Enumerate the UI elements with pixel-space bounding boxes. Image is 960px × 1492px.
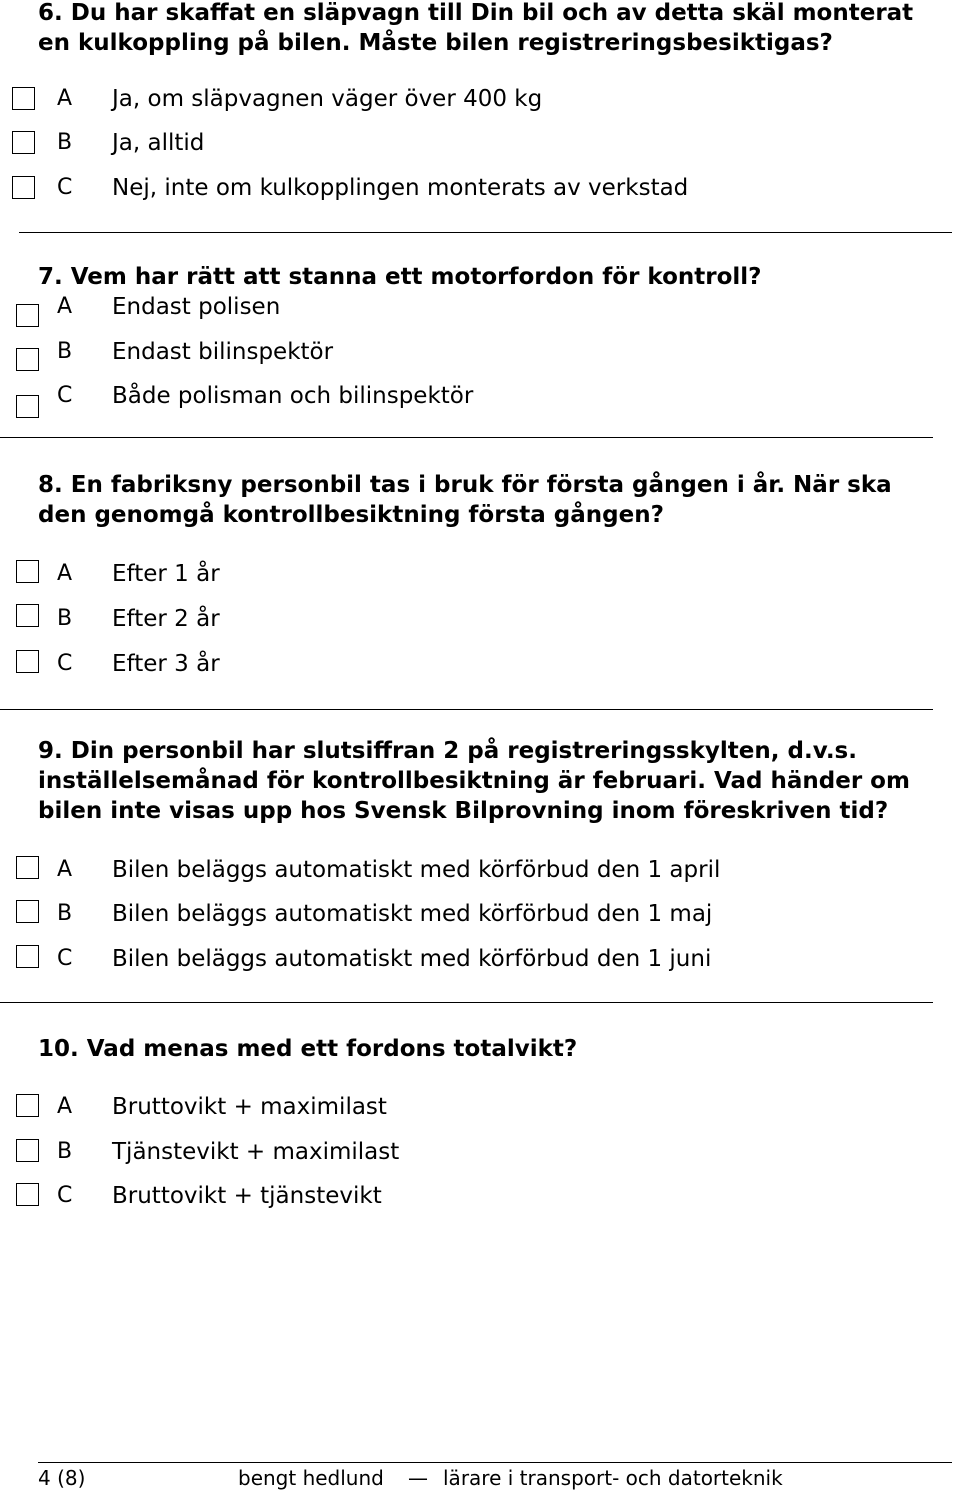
option-letter: C	[57, 175, 73, 200]
checkbox[interactable]	[16, 1183, 39, 1206]
checkbox[interactable]	[16, 900, 39, 923]
divider	[19, 232, 952, 233]
footer-dash: —	[408, 1466, 428, 1490]
divider	[0, 1002, 933, 1003]
option-text: Efter 3 år	[112, 651, 220, 677]
question-7-option-a[interactable]	[0, 290, 960, 324]
question-9-title-line-1: 9. Din personbil har slutsiffran 2 på registreringsskylten, d.v.s.	[38, 738, 857, 764]
checkbox[interactable]	[12, 87, 35, 110]
page-number: 4 (8)	[38, 1466, 86, 1490]
checkbox[interactable]	[16, 856, 39, 879]
option-text: Endast bilinspektör	[112, 339, 334, 365]
question-8-option-a[interactable]	[0, 557, 960, 591]
checkbox[interactable]	[16, 650, 39, 673]
option-text: Ja, om släpvagnen väger över 400 kg	[112, 86, 543, 112]
question-6-option-a[interactable]	[0, 82, 960, 116]
option-letter: B	[57, 901, 73, 926]
question-8-title-line-1: 8. En fabriksny personbil tas i bruk för första gången i år. När ska	[38, 472, 892, 498]
divider	[0, 709, 933, 710]
option-letter: C	[57, 946, 73, 971]
option-text: Efter 1 år	[112, 561, 220, 587]
option-letter: A	[57, 86, 73, 111]
checkbox[interactable]	[16, 304, 39, 327]
option-letter: A	[57, 1094, 73, 1119]
checkbox[interactable]	[12, 176, 35, 199]
option-text: Ja, alltid	[112, 130, 205, 156]
option-text: Tjänstevikt + maximilast	[112, 1139, 400, 1165]
question-7-title: 7. Vem har rätt att stanna ett motorfordon för kontroll?	[38, 264, 762, 290]
checkbox[interactable]	[16, 1139, 39, 1162]
question-6-option-b[interactable]	[0, 126, 960, 160]
question-6-option-c[interactable]	[0, 171, 960, 205]
option-letter: C	[57, 651, 73, 676]
checkbox[interactable]	[16, 348, 39, 371]
question-6-title-line-2: en kulkoppling på bilen. Måste bilen registreringsbesiktigas?	[38, 30, 833, 56]
question-10-option-b[interactable]	[0, 1135, 960, 1169]
option-letter: A	[57, 561, 73, 586]
question-8-title-line-2: den genomgå kontrollbesiktning första gången?	[38, 502, 664, 528]
option-letter: B	[57, 1139, 73, 1164]
option-text: Både polisman och bilinspektör	[112, 383, 474, 409]
option-letter: A	[57, 294, 73, 319]
question-10-option-c[interactable]	[0, 1179, 960, 1213]
footer-divider	[38, 1462, 952, 1463]
option-letter: A	[57, 857, 73, 882]
question-9-option-c[interactable]	[0, 942, 960, 976]
question-7-option-c[interactable]	[0, 379, 960, 413]
question-9-title-line-2: inställelsemånad för kontrollbesiktning är februari. Vad händer om	[38, 768, 910, 794]
question-9-option-a[interactable]	[0, 853, 960, 887]
footer-author: bengt hedlund	[238, 1466, 384, 1490]
option-letter: B	[57, 130, 73, 155]
option-text: Bruttovikt + tjänstevikt	[112, 1183, 382, 1209]
option-text: Bilen beläggs automatiskt med körförbud den 1 maj	[112, 901, 713, 927]
question-8-option-c[interactable]	[0, 647, 960, 681]
question-10-option-a[interactable]	[0, 1090, 960, 1124]
checkbox[interactable]	[16, 604, 39, 627]
question-7-option-b[interactable]	[0, 335, 960, 369]
checkbox[interactable]	[16, 945, 39, 968]
question-6-title-line-1: 6. Du har skaffat en släpvagn till Din bil och av detta skäl monterat	[38, 0, 914, 26]
checkbox[interactable]	[16, 395, 39, 418]
option-letter: B	[57, 606, 73, 631]
option-letter: C	[57, 383, 73, 408]
option-letter: B	[57, 339, 73, 364]
footer-subtitle: lärare i transport- och datorteknik	[443, 1466, 783, 1490]
checkbox[interactable]	[12, 131, 35, 154]
question-10-title: 10. Vad menas med ett fordons totalvikt?	[38, 1036, 578, 1062]
checkbox[interactable]	[16, 560, 39, 583]
option-text: Nej, inte om kulkopplingen monterats av verkstad	[112, 175, 689, 201]
option-text: Bilen beläggs automatiskt med körförbud den 1 april	[112, 857, 721, 883]
checkbox[interactable]	[16, 1094, 39, 1117]
question-9-title-line-3: bilen inte visas upp hos Svensk Bilprovning inom föreskriven tid?	[38, 798, 889, 824]
option-text: Bruttovikt + maximilast	[112, 1094, 387, 1120]
option-letter: C	[57, 1183, 73, 1208]
option-text: Bilen beläggs automatiskt med körförbud den 1 juni	[112, 946, 712, 972]
option-text: Efter 2 år	[112, 606, 220, 632]
question-9-option-b[interactable]	[0, 897, 960, 931]
option-text: Endast polisen	[112, 294, 281, 320]
divider	[0, 437, 933, 438]
question-8-option-b[interactable]	[0, 602, 960, 636]
